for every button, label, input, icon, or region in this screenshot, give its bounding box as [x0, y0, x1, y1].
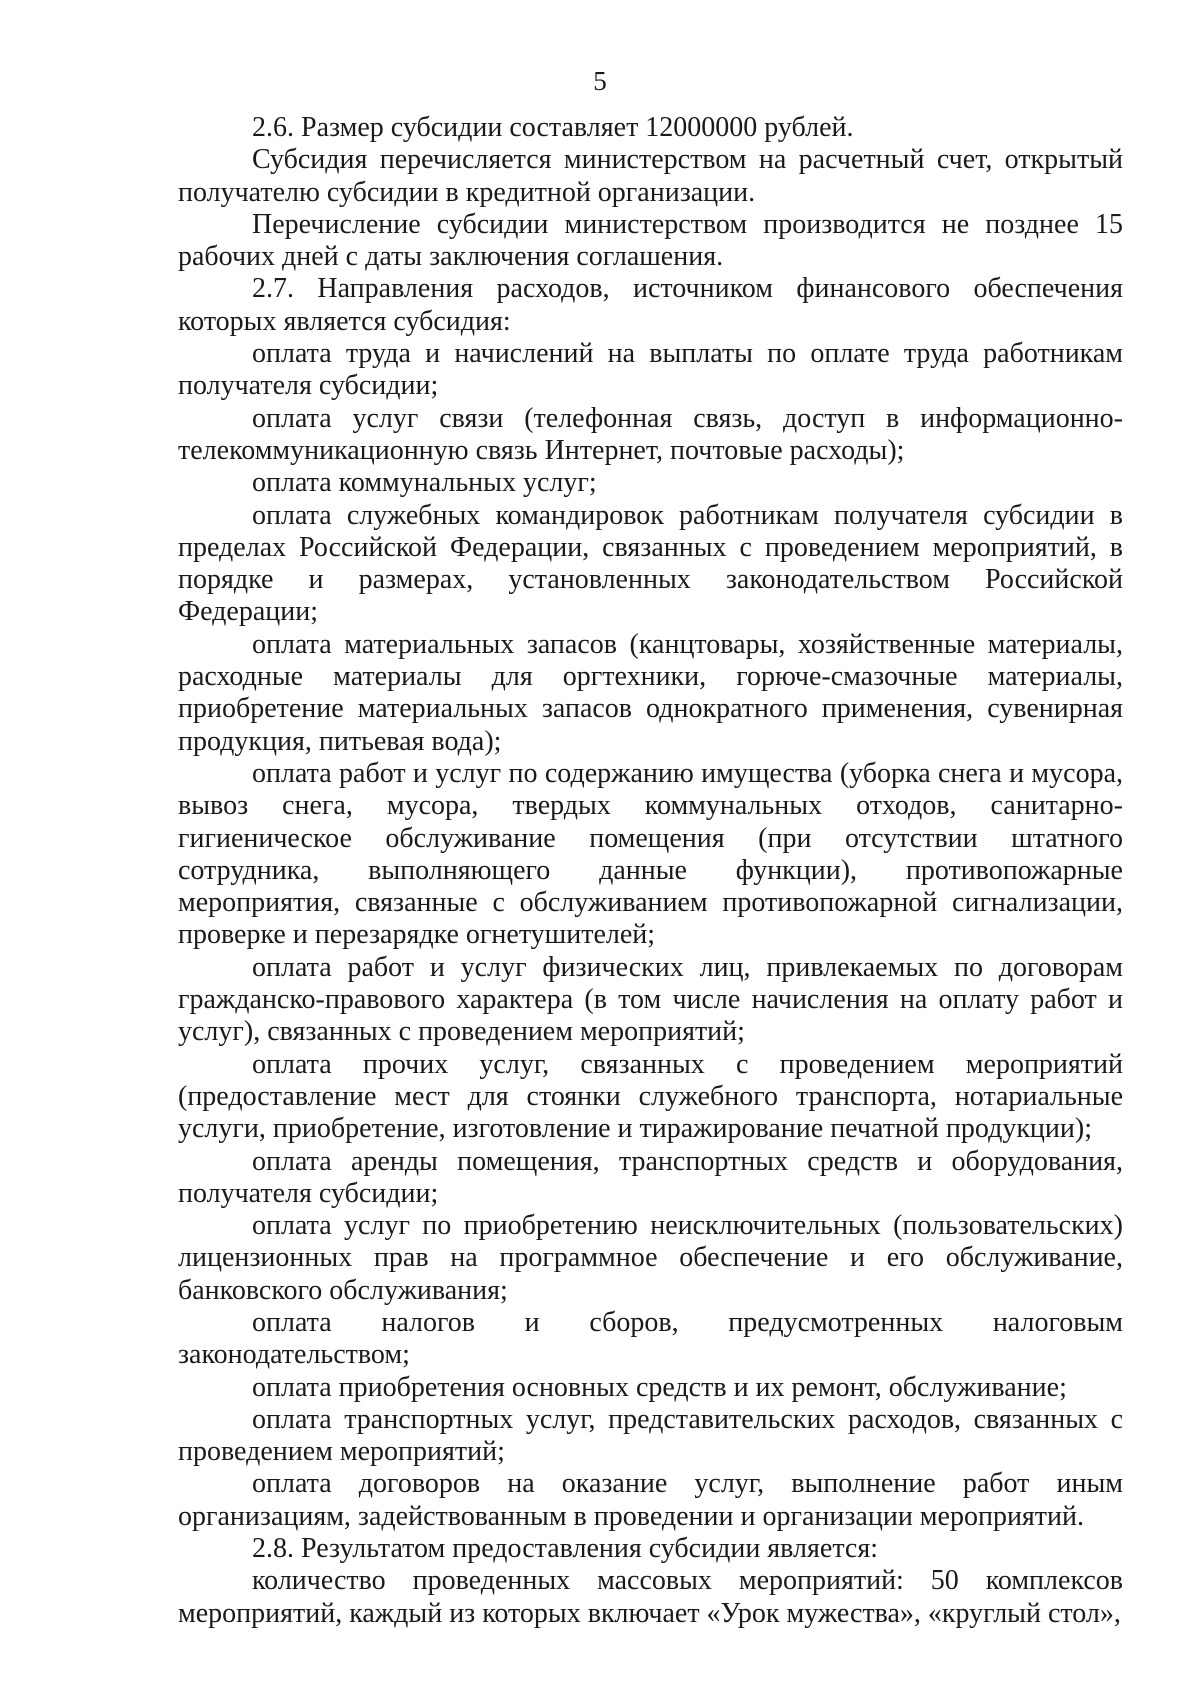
expense-item-rent: оплата аренды помещения, транспортных средств и оборудования, получателя субсидии; — [178, 1145, 1123, 1209]
expense-item-other-services: оплата прочих услуг, связанных с проведением мероприятий (предоставление мест для стоянки служебного транспорта, нотариальные услуги, приобретение, изготовление и тиражирование печатной продукции); — [178, 1048, 1123, 1145]
expense-item-contracts: оплата договоров на оказание услуг, выполнение работ иным организациям, задействованным в проведении и организации мероприятий. — [178, 1468, 1123, 1532]
expense-item-labor: оплата труда и начислений на выплаты по оплате труда работникам получателя субсидии; — [178, 338, 1123, 402]
paragraph-subsidy-transfer: Субсидия перечисляется министерством на расчетный счет, открытый получателю субсидии в кредитной организации. — [178, 144, 1123, 208]
result-item-events: количество проведенных массовых мероприятий: 50 комплексов мероприятий, каждый из которых включает «Урок мужества», «круглый стол», — [178, 1565, 1123, 1629]
paragraph-2-6: 2.6. Размер субсидии составляет 12000000 рублей. — [252, 112, 854, 143]
paragraph-2-7: 2.7. Направления расходов, источником финансового обеспечения которых является субсидия: — [178, 273, 1123, 337]
expense-item-material-supplies: оплата материальных запасов (канцтовары, хозяйственные материалы, расходные материалы для оргтехники, горюче-смазочные материалы, приобретение материальных запасов однократного применения, сувенирная продукция, питьевая вода); — [178, 628, 1123, 757]
expense-item-software-licenses: оплата услуг по приобретению неисключительных (пользовательских) лицензионных прав на программное обеспечение и его обслуживание, банковского обслуживания; — [178, 1210, 1123, 1306]
page-number: 5 — [593, 66, 607, 96]
document-body — [178, 112, 1123, 1630]
expense-item-fixed-assets: оплата приобретения основных средств и их ремонт, обслуживание; — [252, 1371, 1067, 1403]
expense-item-individual-contracts: оплата работ и услуг физических лиц, привлекаемых по договорам гражданско-правового характера (в том числе начисления на оплату работ и услуг), связанных с проведением мероприятий; — [178, 951, 1123, 1048]
expense-item-property-maintenance: оплата работ и услуг по содержанию имущества (уборка снега и мусора, вывоз снега, мусора, твердых коммунальных отходов, санитарно-гигиеническое обслуживание помещения (при отсутствии штатного сотрудника, выполняющего данные функции), противопожарные мероприятия, связанные с обслуживанием противопожарной сигнализации, проверке и перезарядке огнетушителей; — [178, 757, 1123, 951]
paragraph-transfer-deadline: Перечисление субсидии министерством производится не позднее 15 рабочих дней с даты заключения соглашения. — [178, 208, 1123, 273]
expense-item-utilities: оплата коммунальных услуг; — [252, 467, 597, 499]
paragraph-2-8: 2.8. Результатом предоставления субсидии является: — [252, 1533, 878, 1565]
expense-item-transport: оплата транспортных услуг, представительских расходов, связанных с проведением мероприятий; — [178, 1403, 1123, 1468]
expense-item-business-trips: оплата служебных командировок работникам получателя субсидии в пределах Российской Федерации, связанных с проведением мероприятий, в порядке и размерах, установленных законодательством Российской Федерации; — [178, 499, 1123, 628]
expense-item-communications: оплата услуг связи (телефонная связь, доступ в информационно-телекоммуникационную связь Интернет, почтовые расходы); — [178, 402, 1123, 466]
expense-item-taxes: оплата налогов и сборов, предусмотренных налоговым законодательством; — [178, 1306, 1123, 1371]
